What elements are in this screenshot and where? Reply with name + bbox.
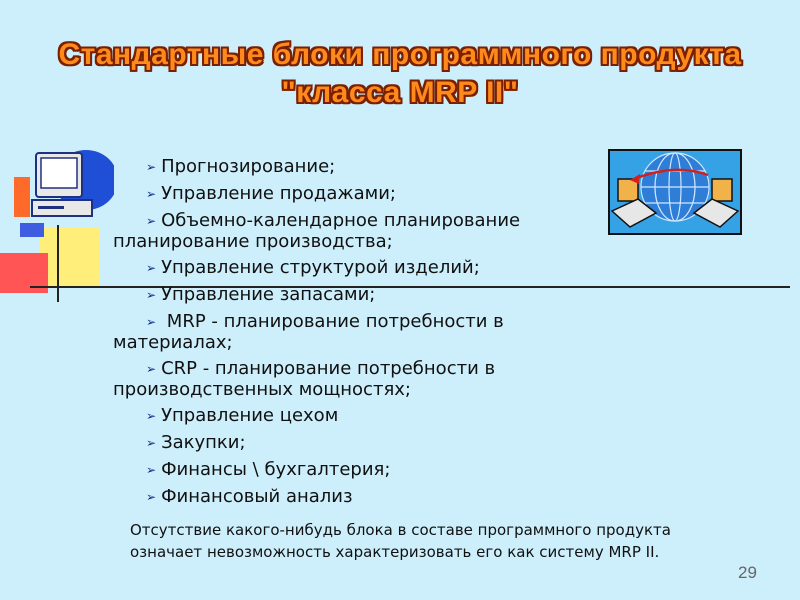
list-item-label: Управление структурой изделий; — [161, 257, 480, 278]
diamond-bullet-icon: ➢ — [146, 214, 157, 228]
list-item-label: Финансовый анализ — [161, 486, 353, 507]
slide-title — [0, 36, 800, 112]
list-item — [110, 312, 590, 359]
list-item-first-line — [110, 258, 590, 279]
list-item-label: Управление цехом — [161, 405, 339, 426]
slide-title-line2: "класса MRP II" — [281, 76, 519, 109]
list-item-first-line — [110, 487, 590, 508]
diamond-bullet-icon: ➢ — [146, 288, 157, 302]
list-item-label: CRP - планирование потребности в — [161, 358, 496, 379]
list-item-first-line — [110, 285, 590, 306]
list-item-label: Объемно-календарное планирование — [161, 210, 521, 231]
network-globe-clipart-icon — [608, 149, 742, 235]
list-item-first-line — [110, 433, 590, 454]
list-item-continuation: производственных мощностях; — [113, 379, 411, 400]
list-item-label: Управление продажами; — [161, 183, 396, 204]
list-item — [110, 258, 590, 285]
list-item-first-line — [110, 312, 590, 333]
slide-title-line1: Стандартные блоки программного продукта — [58, 38, 742, 71]
diamond-bullet-icon: ➢ — [146, 261, 157, 275]
diamond-bullet-icon: ➢ — [146, 187, 157, 201]
list-item — [110, 157, 590, 184]
diamond-bullet-icon: ➢ — [146, 315, 157, 329]
diamond-bullet-icon: ➢ — [146, 160, 157, 174]
list-item — [110, 285, 590, 312]
list-item-first-line — [110, 359, 590, 380]
diamond-bullet-icon: ➢ — [146, 362, 157, 376]
list-item — [110, 487, 590, 514]
list-item — [110, 460, 590, 487]
list-item-first-line — [110, 184, 590, 205]
diamond-bullet-icon: ➢ — [146, 436, 157, 450]
list-item-first-line — [110, 406, 590, 427]
page-number: 29 — [738, 563, 757, 582]
list-item — [110, 211, 590, 258]
list-item-label: Финансы \ бухгалтерия; — [161, 459, 391, 480]
list-item-first-line — [110, 157, 590, 178]
list-item-label: Закупки; — [161, 432, 246, 453]
list-item-label: Управление запасами; — [161, 284, 376, 305]
diamond-bullet-icon: ➢ — [146, 409, 157, 423]
list-item-continuation: планирование производства; — [113, 231, 393, 252]
list-item — [110, 359, 590, 406]
list-item — [110, 184, 590, 211]
footnote-text: Отсутствие какого-нибудь блока в составе программного продукта означает невозможность характеризовать его как систему MRP II. — [130, 521, 671, 561]
list-item — [110, 433, 590, 460]
list-item-label: Прогнозирование; — [161, 156, 336, 177]
diamond-bullet-icon: ➢ — [146, 490, 157, 504]
list-item-continuation: материалах; — [113, 332, 233, 353]
list-item-label: MRP - планирование потребности в — [161, 311, 504, 332]
list-item-first-line — [110, 211, 590, 232]
computer-clipart-icon — [14, 145, 114, 245]
list-item-first-line — [110, 460, 590, 481]
diamond-bullet-icon: ➢ — [146, 463, 157, 477]
list-item — [110, 406, 590, 433]
mrp-blocks-list — [110, 157, 590, 514]
